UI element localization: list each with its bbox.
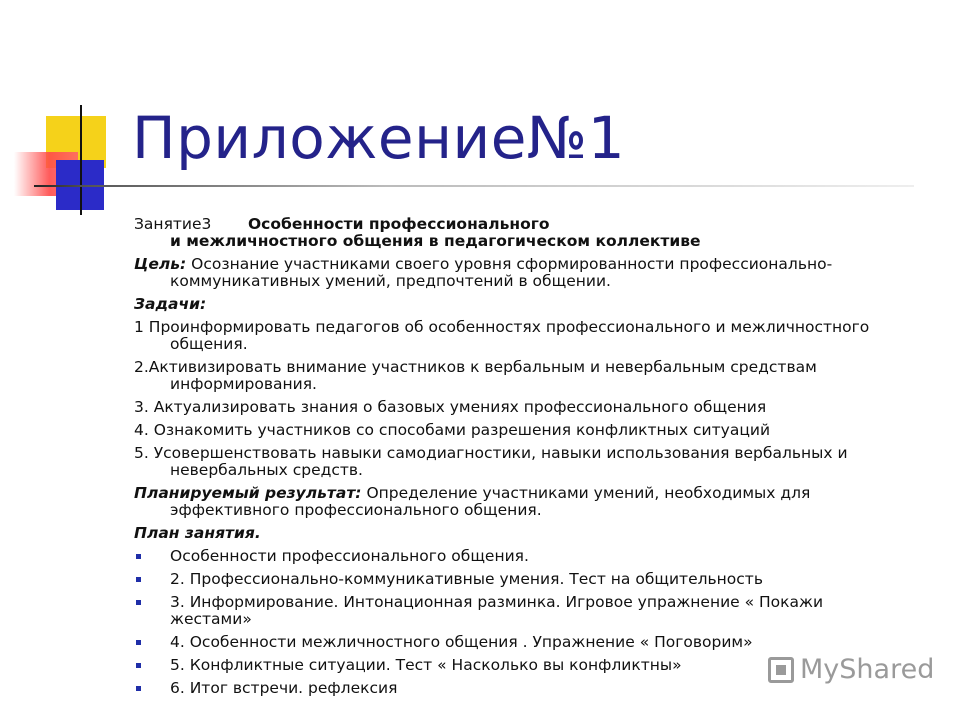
bullet-icon — [136, 686, 141, 691]
task-item: 4. Ознакомить участников со способами разрешения конфликтных ситуаций — [134, 421, 771, 439]
task-item: 3. Актуализировать знания о базовых умениях профессионального общения — [134, 398, 767, 416]
plan-item-text: 2. Профессионально-коммуникативные умения. Тест на общительность — [170, 570, 763, 588]
plan-item-text: 5. Конфликтные ситуации. Тест « Насколько вы конфликтны» — [170, 656, 682, 674]
goal-paragraph — [134, 256, 904, 290]
plan-item-text: Особенности профессионального общения. — [170, 547, 529, 565]
task-item: 1 Проинформировать педагогов об особенностях профессионального и межличностного общения. — [134, 318, 870, 353]
bullet-icon — [136, 600, 141, 605]
lesson-topic-line2: и межличностного общения в педагогическом коллективе — [170, 232, 701, 250]
goal-label: Цель: — [134, 255, 187, 273]
lesson-heading — [134, 216, 904, 250]
lesson-topic-line1: Особенности профессионального — [248, 215, 550, 233]
plan-label: План занятия. — [134, 524, 261, 542]
slide-title: Приложение№1 — [132, 104, 626, 172]
plan-item — [134, 634, 904, 651]
plan-item — [134, 548, 904, 565]
watermark-brand: MyShared — [800, 654, 935, 685]
decor-vertical-line — [80, 105, 82, 215]
task-item: 2.Активизировать внимание участников к вербальным и невербальным средствам информирования. — [134, 358, 817, 393]
slide-body — [134, 216, 904, 703]
plan-item-text: 6. Итог встречи. рефлексия — [170, 679, 398, 697]
bullet-icon — [136, 640, 141, 645]
task-item: 5. Усовершенствовать навыки самодиагностики, навыки использования вербальных и невербальных средств. — [134, 444, 848, 479]
result-paragraph — [134, 485, 904, 519]
bullet-icon — [136, 577, 141, 582]
bullet-icon — [136, 663, 141, 668]
result-label: Планируемый результат: — [134, 484, 362, 502]
lesson-number: Занятие3 — [134, 215, 212, 233]
plan-item-text: 4. Особенности межличностного общения . Упражнение « Поговорим» — [170, 633, 753, 651]
plan-item-text: 3. Информирование. Интонационная разминка. Игровое упражнение « Покажи жестами» — [170, 593, 824, 628]
plan-item — [134, 571, 904, 588]
title-underline — [34, 185, 914, 187]
result-text: Определение участниками умений, необходимых для эффективного профессионального общения. — [170, 484, 811, 519]
watermark — [768, 654, 934, 685]
tasks-label: Задачи: — [134, 295, 207, 313]
goal-text: Осознание участниками своего уровня сформированности профессионально-коммуникативных умений, предпочтений в общении. — [170, 255, 833, 290]
bullet-icon — [136, 554, 141, 559]
mysared-logo-icon — [768, 657, 794, 683]
plan-item — [134, 594, 904, 628]
